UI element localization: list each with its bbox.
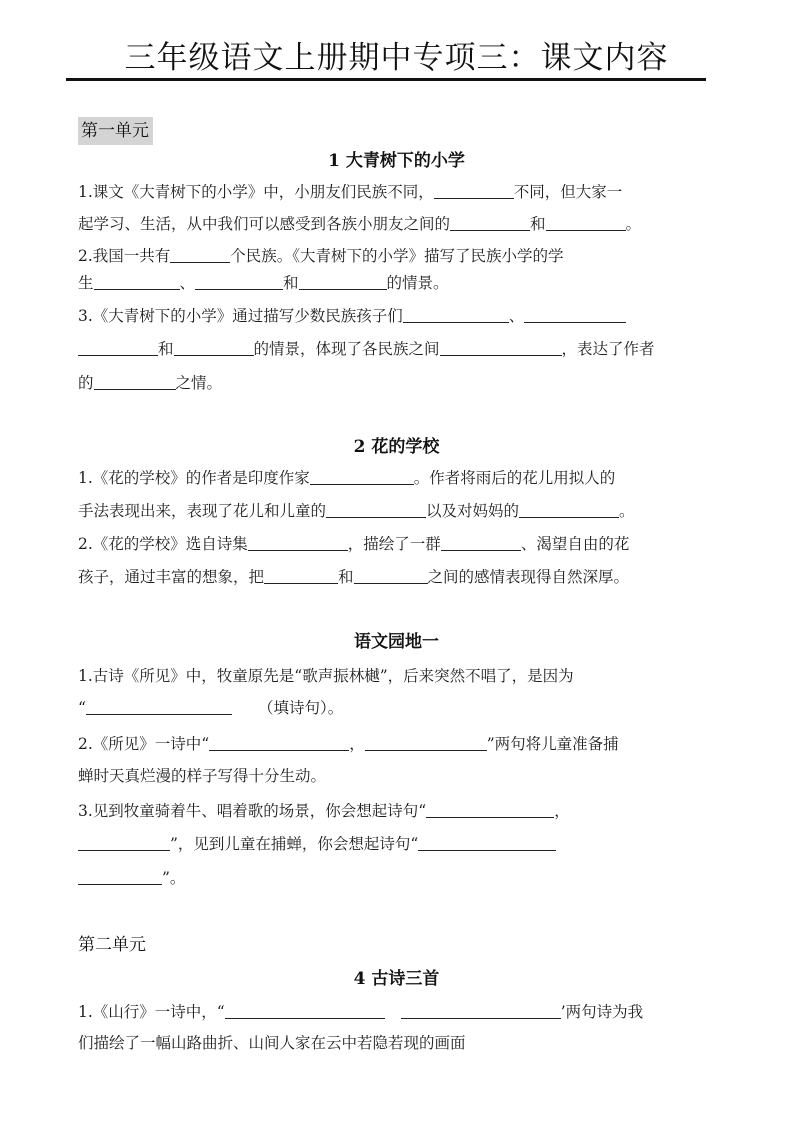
answer-blank[interactable]	[299, 274, 387, 291]
answer-blank[interactable]	[248, 535, 348, 552]
answer-blank[interactable]	[78, 340, 158, 357]
question-line: 和 的情景，体现了各民族之间 ，表达了作者	[78, 337, 655, 359]
answer-blank[interactable]	[326, 502, 426, 519]
answer-blank[interactable]	[403, 307, 509, 324]
answer-blank[interactable]	[225, 1003, 385, 1020]
unit-heading	[78, 116, 153, 141]
answer-blank[interactable]	[78, 869, 162, 886]
question-line: 孩子，通过丰富的想象，把 和 之间的感情表现得自然深厚。	[78, 568, 630, 586]
lesson-title: 2 花的学校	[353, 437, 440, 457]
question-line: 1.课文《大青树下的小学》中，小朋友们民族不同， 不同，但大家一	[78, 183, 623, 201]
answer-blank[interactable]	[434, 183, 514, 200]
answer-blank[interactable]	[440, 340, 562, 357]
answer-blank[interactable]	[524, 307, 626, 324]
question-line: ”，见到儿童在捕蝉，你会想起诗句“	[78, 832, 556, 854]
answer-blank[interactable]	[209, 735, 349, 752]
question-line: 的 之情。	[78, 374, 223, 392]
answer-blank[interactable]	[519, 502, 619, 519]
question-line: 手法表现出来，表现了花儿和儿童的 以及对妈妈的 。	[78, 502, 635, 520]
answer-blank[interactable]	[78, 835, 170, 852]
question-line: 2.《所见》一诗中“ ， ”两句将儿童准备捕	[78, 735, 619, 753]
answer-blank[interactable]	[94, 274, 180, 291]
question-line: 3.见到牧童骑着牛、唱着歌的场景，你会想起诗句“ ，	[78, 802, 570, 820]
answer-blank[interactable]	[170, 247, 230, 264]
question-line: 2.《花的学校》选自诗集 ，描绘了一群 、渴望自由的花	[78, 535, 630, 553]
question-line: 1.《山行》一诗中，“ ’两句诗为我	[78, 1003, 644, 1021]
lesson-title: 4 古诗三首	[353, 969, 440, 989]
question-line: 2.我国一共有 个民族。《大青树下的小学》描写了民族小学的学	[78, 247, 564, 265]
question-line: 起学习、生活，从中我们可以感受到各族小朋友之间的 和 。	[78, 215, 642, 233]
answer-blank[interactable]	[365, 735, 487, 752]
answer-blank[interactable]	[86, 699, 232, 716]
unit-label: 第二单元	[78, 935, 146, 955]
answer-blank[interactable]	[264, 568, 338, 585]
unit-heading	[78, 930, 146, 955]
answer-blank[interactable]	[546, 215, 626, 232]
question-line: ”。	[78, 866, 185, 888]
answer-blank[interactable]	[450, 215, 530, 232]
question-line: 生 、 和 的情景。	[78, 274, 449, 292]
answer-blank[interactable]	[174, 340, 254, 357]
answer-blank[interactable]	[418, 835, 556, 852]
answer-blank[interactable]	[401, 1003, 561, 1020]
lesson-title: 语文园地一	[354, 632, 439, 652]
answer-blank[interactable]	[441, 535, 521, 552]
answer-blank[interactable]	[310, 469, 414, 486]
question-line: “ （填诗句）。	[78, 699, 344, 717]
answer-blank[interactable]	[195, 274, 283, 291]
lesson-title: 1 大青树下的小学	[328, 151, 465, 171]
answer-blank[interactable]	[94, 374, 176, 391]
title-divider	[66, 78, 706, 81]
answer-blank[interactable]	[426, 802, 554, 819]
question-line: 1.古诗《所见》中，牧童原先是“歌声振林樾”，后来突然不唱了，是因为	[78, 667, 574, 685]
question-line: 1.《花的学校》的作者是印度作家 。作者将雨后的花儿用拟人的	[78, 469, 616, 487]
question-line: 3.《大青树下的小学》通过描写少数民族孩子们 、	[78, 304, 626, 326]
question-line: 们描绘了一幅山路曲折、山间人家在云中若隐若现的画面	[78, 1034, 466, 1052]
unit-label: 第一单元	[78, 117, 153, 145]
page-title: 三年级语文上册期中专项三：课文内容	[124, 40, 669, 76]
question-line: 蝉时天真烂漫的样子写得十分生动。	[78, 767, 327, 785]
answer-blank[interactable]	[354, 568, 428, 585]
